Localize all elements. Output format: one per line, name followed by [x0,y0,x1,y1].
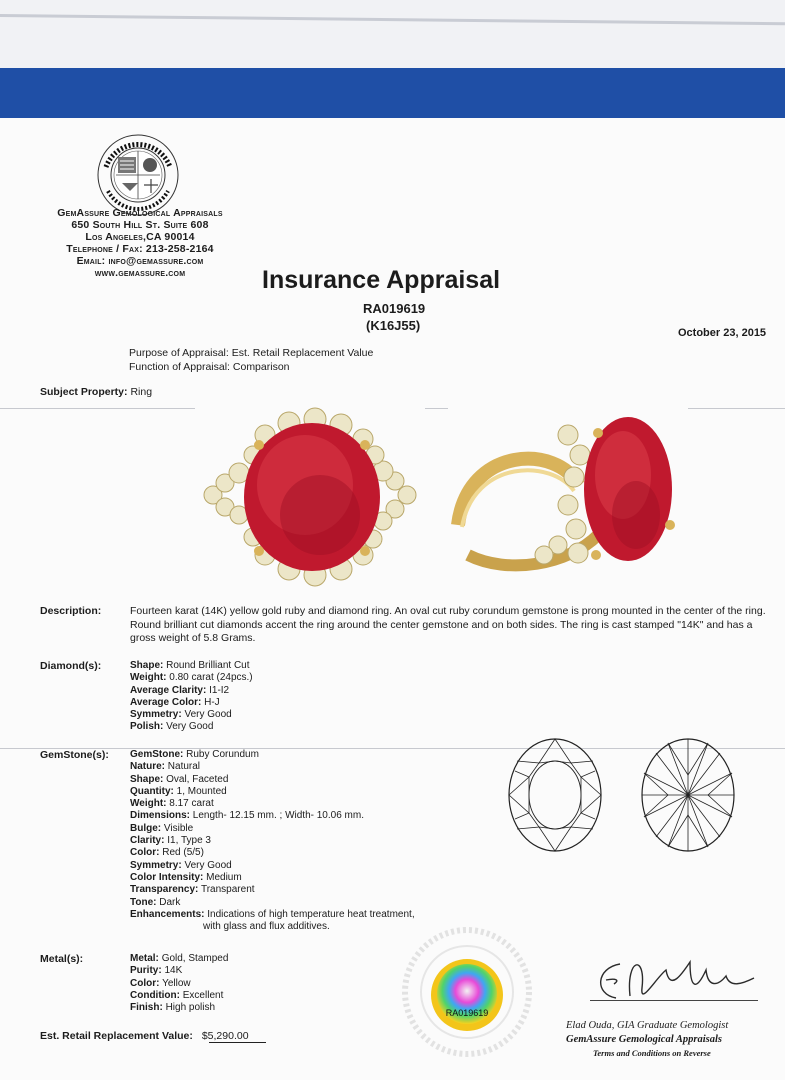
website: www.gemassure.com [94,267,186,279]
signature-line [590,1000,758,1001]
description-text: Fourteen karat (14K) yellow gold ruby and diamond ring. An oval cut ruby corundum gemstone is prong mounted in the center of the ring. Round brilliant cut diamonds accent the ring around the center gemstone and on both sides. The ring is cast stamped "14K" and has a gross weight of 5.8 Grams. [130,605,766,644]
subject-label: Subject Property: [40,386,128,398]
metal-row: Color: Yellow [130,977,191,989]
header-band [0,68,785,118]
address-line-1: 650 South Hill St. Suite 608 [71,219,209,231]
document-title: Insurance Appraisal [262,266,501,294]
gemstone-row: Clarity: I1, Type 3 [130,835,211,847]
oval-pavilion-diagram [638,735,738,855]
appraisal-date: October 23, 2015 [678,327,767,339]
diamond-row: Polish: Very Good [130,721,214,733]
underlying-page [0,0,785,70]
gemstone-row: Weight: 8.17 carat [130,798,214,810]
subject-property [40,386,152,398]
embossed-seal [400,920,535,1065]
gemstone-row: Bulge: Visible [130,822,194,834]
gemstone-row: Quantity: 1, Mounted [130,785,227,797]
gemstone-row: Tone: Dark [130,896,181,908]
gemstone-row: Dimensions: Length- 12.15 mm. ; Width- 10.06 mm. [130,810,364,822]
gemassure-logo [96,133,180,217]
function: Function of Appraisal: Comparison [129,361,290,373]
diamond-row: Average Clarity: I1-I2 [130,684,230,696]
gemstone-row: with glass and flux additives. [203,921,330,933]
metals-details [130,953,228,1014]
retail-value-label: Est. Retail Replacement Value: [40,1030,193,1042]
gemstone-row: Transparency: Transparent [130,884,255,896]
ring-photo-side [448,405,688,595]
seal-number: RA019619 [445,1008,489,1018]
diamond-row: Weight: 0.80 carat (24pcs.) [130,672,253,684]
purpose: Purpose of Appraisal: Est. Retail Replacement Value [129,347,374,359]
metal-row: Purity: 14K [130,965,183,977]
diamond-row: Symmetry: Very Good [130,709,232,721]
company-name: GemAssure Gemological Appraisals [57,207,223,219]
description-label: Description: [40,605,102,617]
oval-crown-diagram [505,735,605,855]
diamonds-details [130,660,253,734]
diamond-row: Average Color: H-J [130,696,220,708]
metals-label: Metal(s): [40,953,84,965]
diamond-row: Shape: Round Brilliant Cut [130,660,250,671]
diamonds-label: Diamond(s): [40,660,102,672]
value-underline [209,1042,266,1043]
retail-value-amount: $5,290.00 [201,1030,249,1042]
ring-photo-front [195,405,425,595]
terms-note: Terms and Conditions on Reverse [593,1048,711,1058]
metal-row: Condition: Excellent [130,989,224,1001]
gemstone-row: Enhancements: Indications of high temperature heat treatment, [130,908,415,920]
gemstone-row: GemStone: Ruby Corundum [130,749,259,760]
gemstone-row: Color Intensity: Medium [130,871,242,883]
gemstone-row: Color: Red (5/5) [130,847,204,859]
subject-value: Ring [130,386,153,398]
reference-number: RA019619 [363,301,426,316]
signer-name: Elad Ouda, GIA Graduate Gemologist [566,1020,729,1031]
gemstone-label: GemStone(s): [40,749,109,761]
email: Email: info@gemassure.com [76,255,204,267]
phone: Telephone / Fax: 213-258-2164 [66,243,214,255]
signer-company: GemAssure Gemological Appraisals [566,1034,722,1045]
gemstone-row: Nature: Natural [130,761,201,773]
metal-row: Metal: Gold, Stamped [130,953,229,964]
reference-code: (K16J55) [366,318,421,333]
retail-value [40,1030,249,1042]
address-line-2: Los Angeles,CA 90014 [85,231,195,243]
gemstone-row: Symmetry: Very Good [130,859,232,871]
gemstone-row: Shape: Oval, Faceted [130,773,229,785]
gemstone-details [130,749,415,933]
handwritten-signature [586,948,766,1020]
metal-row: Finish: High polish [130,1002,216,1014]
